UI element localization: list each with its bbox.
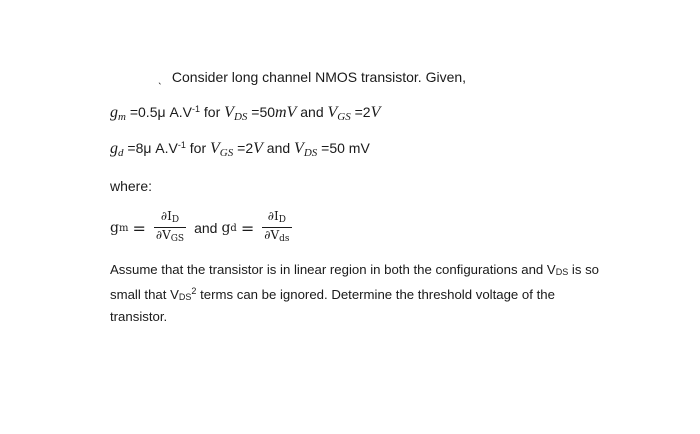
gm-v2: V (327, 104, 338, 121)
intro-text: Consider long channel NMOS transistor. Given, (171, 69, 467, 85)
given-gm-line (110, 104, 380, 123)
formula-gm-subscript: m (118, 222, 129, 234)
fraction-1-numerator (154, 210, 186, 228)
gm-v1-unit: mV (275, 104, 297, 121)
fraction-2-denominator (262, 228, 291, 246)
gd-exponent: -1 (177, 140, 186, 150)
gd-subscript: d (118, 147, 124, 159)
gd-v2: V (294, 140, 304, 157)
gm-v2-sub: GS (337, 111, 351, 123)
frac1-den-text: ∂V (155, 228, 171, 242)
frac2-den-sub: ds (279, 234, 290, 244)
gm-v2-val: =2 (350, 104, 371, 120)
gm-for-text: for (200, 104, 225, 120)
question-part-2: is so small that V (110, 262, 599, 302)
intro-line (158, 69, 466, 85)
fraction-dId-dVgs (154, 210, 186, 246)
question-part-1: Assume that the transistor is in linear region in both the configurations and V (110, 262, 556, 277)
gd-v2-val: =50 mV (317, 140, 370, 156)
definition-formula (110, 210, 296, 246)
gm-subscript: m (118, 111, 126, 123)
formula-equals-2: = (240, 218, 255, 238)
gm-v1-sub: DS (233, 111, 248, 123)
frac1-num-text: ∂I (160, 209, 172, 223)
formula-and-text: and (194, 220, 218, 236)
gd-v1-unit: V (253, 140, 263, 157)
gd-and-text: and (262, 140, 295, 156)
formula-gd-symbol: g (221, 220, 231, 236)
frac2-den-text: ∂V (264, 228, 280, 242)
gd-v1: V (210, 140, 220, 157)
gm-value: =0.5μ A.V (129, 104, 193, 120)
question-paragraph (110, 260, 610, 326)
frac2-num-sub: D (278, 215, 286, 225)
question-sub-1: DS (555, 267, 569, 277)
gd-value: =8μ A.V (127, 140, 178, 156)
frac1-den-sub: GS (170, 234, 185, 244)
question-sup-2: 2 (191, 286, 197, 296)
fraction-2-numerator (262, 210, 291, 228)
where-label: where: (110, 178, 153, 194)
bullet-mark: ˎ (158, 71, 162, 85)
formula-equals-1: = (132, 218, 146, 238)
question-part-3: terms can be ignored. Determine the threshold voltage of the transistor. (110, 287, 555, 324)
frac1-num-sub: D (171, 215, 180, 225)
gd-symbol: g (110, 140, 118, 157)
formula-gd-subscript: d (230, 222, 237, 234)
formula-gm-symbol: g (110, 220, 119, 236)
gd-for-text: for (185, 140, 211, 156)
fraction-1-denominator (154, 228, 186, 246)
given-gd-line (110, 140, 370, 159)
gm-exponent: -1 (192, 104, 201, 114)
gd-v1-val: =2 (233, 140, 254, 156)
gm-v2-unit: V (370, 104, 381, 121)
frac2-num-text: ∂I (267, 209, 279, 223)
gd-v2-sub: DS (303, 147, 318, 159)
gd-v1-sub: GS (219, 147, 234, 159)
fraction-dId-dVds (262, 210, 291, 246)
gm-symbol: g (110, 104, 118, 121)
gm-v1-val: =50 (247, 104, 276, 120)
gm-and-text: and (296, 104, 328, 120)
gm-v1: V (224, 104, 234, 121)
question-sub-2: DS (178, 292, 192, 302)
